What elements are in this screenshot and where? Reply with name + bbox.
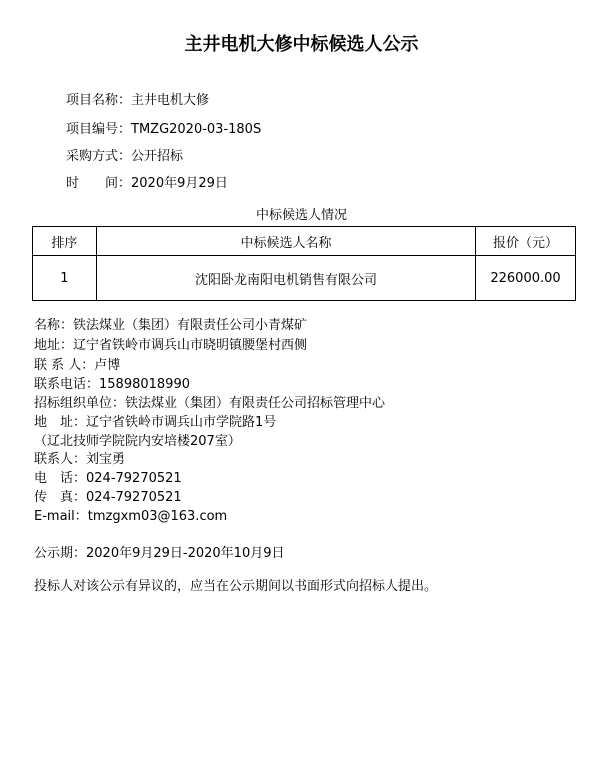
- agency-name: 招标组织单位：铁法煤业（集团）有限责任公司招标管理中心: [34, 396, 386, 411]
- publication-time: [66, 176, 228, 192]
- agency-contact-person: 联系人：刘宝勇: [34, 452, 126, 467]
- header-rank: 排序: [33, 227, 97, 256]
- contact-name: 名称：铁法煤业（集团）有限责任公司小青煤矿: [34, 318, 308, 333]
- header-price: 报价（元）: [476, 227, 576, 256]
- header-name: 中标候选人名称: [96, 227, 475, 256]
- agency-fax: 传 真：024-79270521: [34, 490, 182, 505]
- contact-phone: 联系电话：15898018990: [34, 377, 190, 392]
- procurement-method: 采购方式：公开招标: [66, 149, 184, 164]
- table-row: [33, 256, 576, 301]
- contact-person: 联 系 人：卢博: [34, 358, 121, 373]
- objection-notice: 投标人对该公示有异议的，应当在公示期间以书面形式向招标人提出。: [34, 579, 438, 594]
- agency-address: 地 址：辽宁省铁岭市调兵山市学院路1号: [34, 415, 277, 430]
- time-value: 2020年9月29日: [131, 176, 228, 191]
- candidate-table: [32, 226, 576, 301]
- project-name: 项目名称：主井电机大修: [66, 93, 210, 108]
- agency-address-detail: （辽北技师学院院内安培楼207室）: [34, 434, 241, 449]
- contact-address: 地址：辽宁省铁岭市调兵山市晓明镇腰堡村西侧: [34, 338, 308, 353]
- page-title: 主井电机大修中标候选人公示: [184, 34, 419, 55]
- project-number: 项目编号：TMZG2020-03-180S: [66, 122, 262, 137]
- agency-email: E-mail：tmzgxm03@163.com: [34, 509, 228, 524]
- cell-name: 沈阳卧龙南阳电机销售有限公司: [96, 256, 475, 301]
- table-caption: 中标候选人情况: [255, 208, 347, 223]
- agency-phone: 电 话：024-79270521: [34, 471, 182, 486]
- cell-price: 226000.00: [476, 256, 576, 301]
- table-header-row: [33, 227, 576, 256]
- time-label: 时 间：: [66, 176, 132, 191]
- cell-rank: 1: [33, 256, 97, 301]
- publicity-period: 公示期：2020年9月29日-2020年10月9日: [34, 546, 285, 561]
